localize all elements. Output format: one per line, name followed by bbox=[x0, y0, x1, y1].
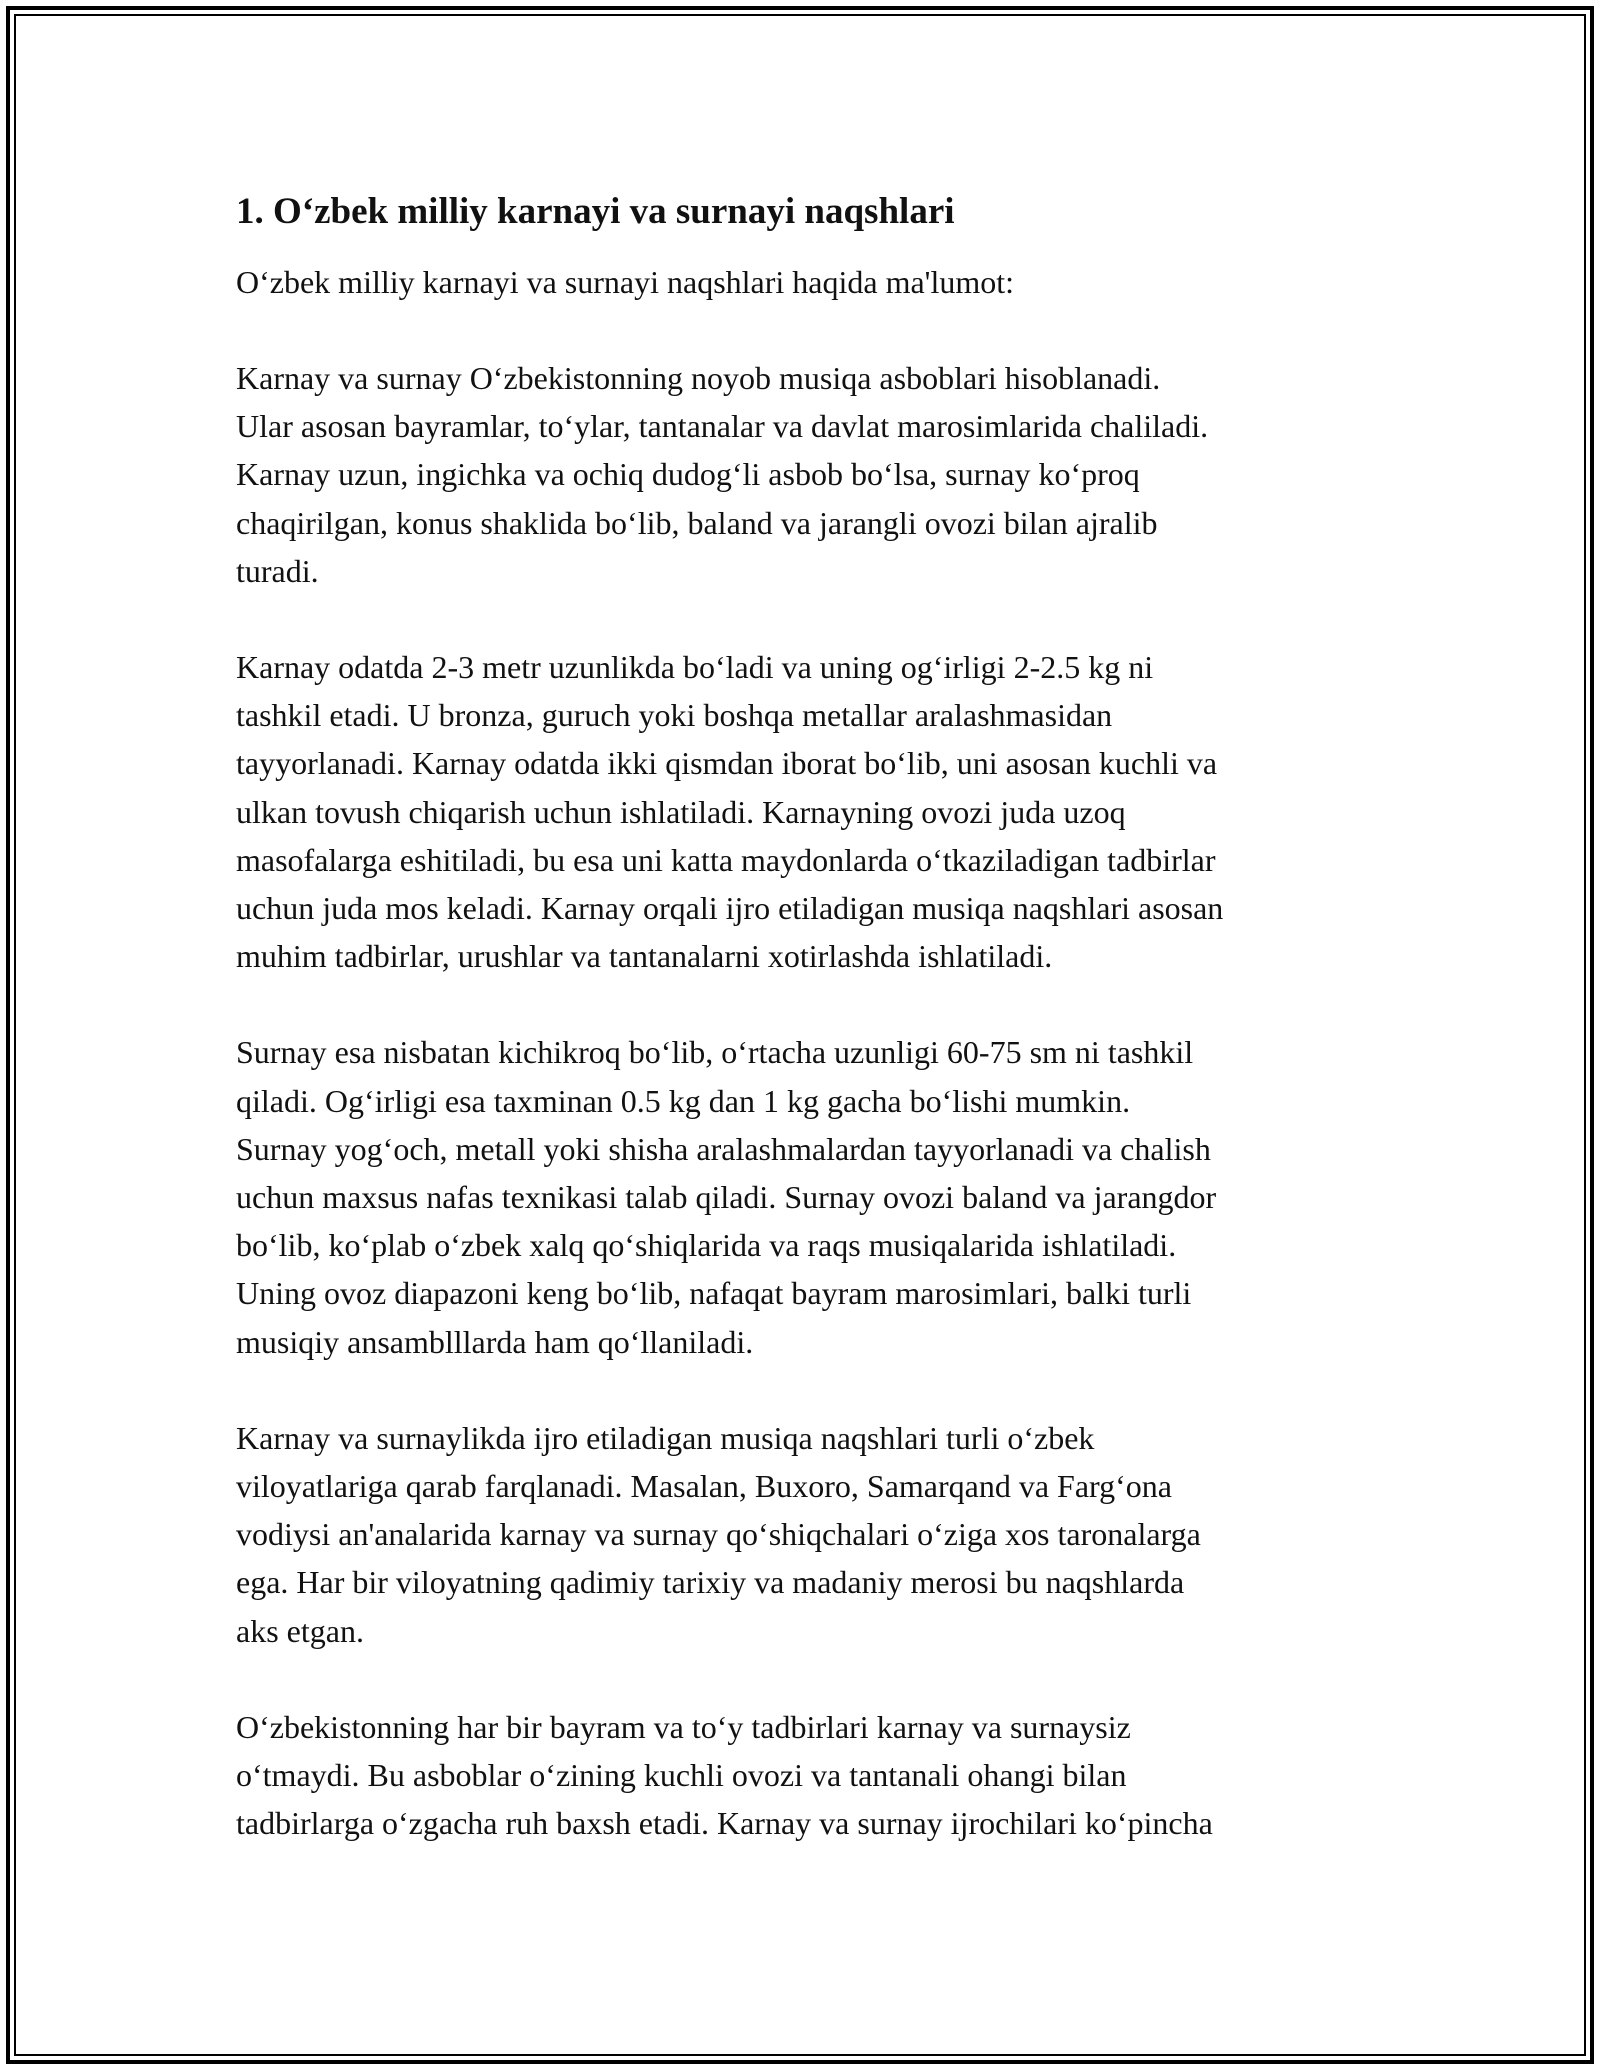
text-line: vodiysi an'analarida karnay va surnay qo‘shiqchalari o‘ziga xos taronalarga bbox=[236, 1516, 1201, 1553]
paragraph-2 bbox=[236, 643, 1376, 980]
paragraph-5 bbox=[236, 1703, 1376, 1848]
text-line: tayyorlanadi. Karnay odatda ikki qismdan iborat bo‘lib, uni asosan kuchli va bbox=[236, 745, 1218, 782]
text-line: muhim tadbirlar, urushlar va tantanalarni xotirlashda ishlatiladi. bbox=[236, 938, 1053, 975]
text-line: Karnay odatda 2-3 metr uzunlikda bo‘ladi va uning og‘irligi 2-2.5 kg ni bbox=[236, 649, 1154, 686]
document-page bbox=[236, 188, 1376, 1895]
text-line: bo‘lib, ko‘plab o‘zbek xalq qo‘shiqlarida va raqs musiqalarida ishlatiladi. bbox=[236, 1227, 1177, 1264]
section-heading: 1. O‘zbek milliy karnayi va surnayi naqshlari bbox=[236, 191, 955, 232]
text-line: viloyatlariga qarab farqlanadi. Masalan, Buxoro, Samarqand va Farg‘ona bbox=[236, 1468, 1172, 1505]
text-line: chaqirilgan, konus shaklida bo‘lib, baland va jarangli ovozi bilan ajralib bbox=[236, 504, 1158, 541]
text-line: Surnay esa nisbatan kichikroq bo‘lib, o‘rtacha uzunligi 60-75 sm ni tashkil bbox=[236, 1034, 1194, 1071]
text-line: ulkan tovush chiqarish uchun ishlatiladi. Karnayning ovozi juda uzoq bbox=[236, 793, 1126, 830]
text-line: tadbirlarga o‘zgacha ruh baxsh etadi. Karnay va surnay ijrochilari ko‘pincha bbox=[236, 1805, 1213, 1842]
text-line: uchun juda mos keladi. Karnay orqali ijro etiladigan musiqa naqshlari asosan bbox=[236, 890, 1224, 927]
text-line: Uning ovoz diapazoni keng bo‘lib, nafaqat bayram marosimlari, balki turli bbox=[236, 1275, 1192, 1312]
paragraph-1 bbox=[236, 354, 1376, 595]
text-line: ega. Har bir viloyatning qadimiy tarixiy va madaniy merosi bu naqshlarda bbox=[236, 1564, 1185, 1601]
paragraph-3 bbox=[236, 1028, 1376, 1365]
text-line: tashkil etadi. U bronza, guruch yoki boshqa metallar aralashmasidan bbox=[236, 697, 1113, 734]
intro-line: O‘zbek milliy karnayi va surnayi naqshlari haqida ma'lumot: bbox=[236, 264, 1014, 300]
text-line: aks etgan. bbox=[236, 1612, 364, 1649]
text-line: uchun maxsus nafas texnikasi talab qiladi. Surnay ovozi baland va jarangdor bbox=[236, 1179, 1217, 1216]
text-line: o‘tmaydi. Bu asboblar o‘zining kuchli ovozi va tantanali ohangi bilan bbox=[236, 1757, 1127, 1794]
text-line: turadi. bbox=[236, 552, 319, 589]
text-line: Karnay va surnaylikda ijro etiladigan musiqa naqshlari turli o‘zbek bbox=[236, 1419, 1095, 1456]
text-line: musiqiy ansamblllarda ham qo‘llaniladi. bbox=[236, 1323, 754, 1360]
text-line: O‘zbekistonning har bir bayram va to‘y tadbirlari karnay va surnaysiz bbox=[236, 1708, 1131, 1745]
text-line: masofalarga eshitiladi, bu esa uni katta maydonlarda o‘tkaziladigan tadbirlar bbox=[236, 841, 1216, 878]
text-line: Karnay uzun, ingichka va ochiq dudog‘li asbob bo‘lsa, surnay ko‘proq bbox=[236, 456, 1140, 493]
text-line: Surnay yog‘och, metall yoki shisha aralashmalardan tayyorlanadi va chalish bbox=[236, 1130, 1211, 1167]
text-line: Karnay va surnay O‘zbekistonning noyob musiqa asboblari hisoblanadi. bbox=[236, 360, 1161, 396]
paragraph-4 bbox=[236, 1414, 1376, 1655]
text-line: Ular asosan bayramlar, to‘ylar, tantanalar va davlat marosimlarida chaliladi. bbox=[236, 408, 1209, 445]
text-line: qiladi. Og‘irligi esa taxminan 0.5 kg dan 1 kg gacha bo‘lishi mumkin. bbox=[236, 1082, 1131, 1119]
